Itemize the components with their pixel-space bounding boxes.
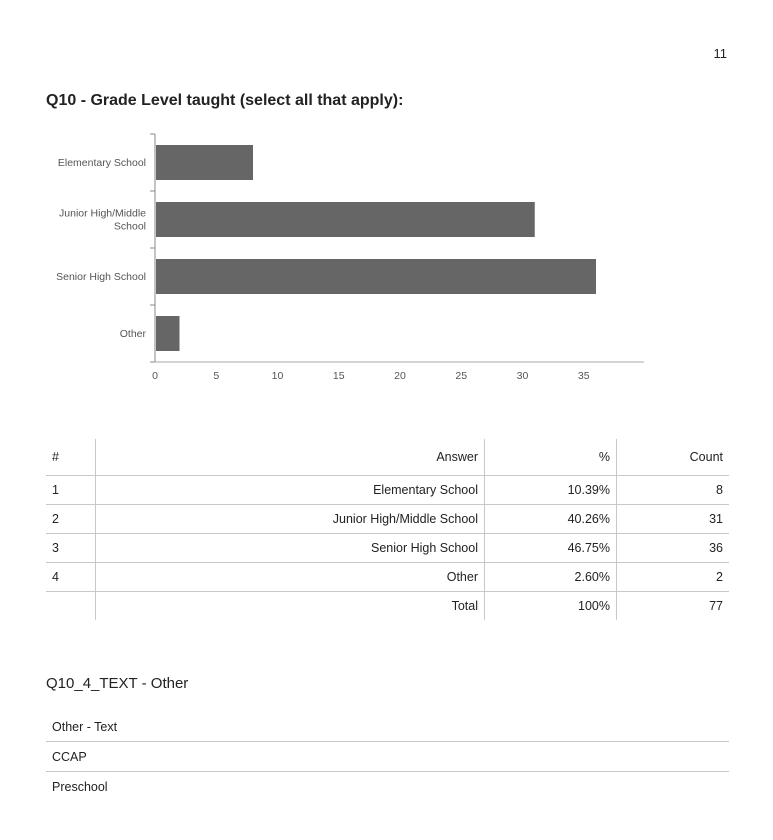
row-pct: 10.39% [485, 476, 617, 505]
table-header-row [46, 439, 729, 476]
text-row [46, 772, 729, 802]
row-answer: Junior High/Middle School [96, 505, 485, 534]
x-tick-label: 20 [394, 370, 406, 382]
header-num: # [52, 450, 59, 464]
row-answer: Other [96, 563, 485, 592]
text-row [46, 742, 729, 772]
text-header-row [46, 712, 729, 742]
header-pct: % [485, 439, 617, 476]
row-answer: Elementary School [96, 476, 485, 505]
row-count: 2 [617, 563, 730, 592]
table-row [46, 534, 729, 563]
bar [156, 259, 596, 294]
x-tick-label: 10 [271, 370, 284, 382]
category-label: Junior High/Middle School [59, 207, 146, 233]
category-label: Other [119, 328, 146, 340]
bar [156, 145, 253, 180]
x-tick-label: 25 [455, 370, 468, 382]
question-title: Q10 - Grade Level taught (select all that apply): [46, 92, 404, 109]
row-pct: 2.60% [485, 563, 617, 592]
header-answer: Answer [96, 439, 485, 476]
text-header: Other - Text [52, 719, 118, 734]
row-num: 1 [52, 483, 59, 497]
row-num: 2 [52, 512, 59, 526]
row-num: 4 [52, 570, 59, 584]
text-responses-table [46, 712, 729, 801]
table-total-row [46, 592, 729, 621]
row-pct: 46.75% [485, 534, 617, 563]
bar [156, 316, 180, 351]
category-label: Senior High School [56, 271, 146, 283]
header-count: Count [617, 439, 730, 476]
table-row [46, 505, 729, 534]
x-tick-label: 5 [213, 370, 220, 382]
total-pct: 100% [485, 592, 617, 621]
row-count: 8 [617, 476, 730, 505]
row-num: 3 [52, 541, 59, 555]
category-label: Elementary School [57, 157, 146, 169]
row-pct: 40.26% [485, 505, 617, 534]
text-response: CCAP [52, 749, 87, 764]
results-table [46, 439, 729, 620]
x-tick-label: 15 [332, 370, 345, 382]
x-tick-label: 35 [577, 370, 590, 382]
row-answer: Senior High School [96, 534, 485, 563]
bar [156, 202, 535, 237]
x-tick-label: 30 [516, 370, 529, 382]
text-response: Preschool [52, 779, 108, 794]
page-number: 11 [713, 46, 727, 61]
table-row [46, 563, 729, 592]
row-count: 31 [617, 505, 730, 534]
table-row [46, 476, 729, 505]
row-count: 36 [617, 534, 730, 563]
bar-chart [46, 125, 656, 390]
total-count: 77 [617, 592, 730, 621]
text-section-title: Q10_4_TEXT - Other [46, 675, 189, 692]
x-tick-label: 0 [152, 370, 158, 382]
total-label: Total [96, 592, 485, 621]
total-num-empty [46, 592, 96, 621]
